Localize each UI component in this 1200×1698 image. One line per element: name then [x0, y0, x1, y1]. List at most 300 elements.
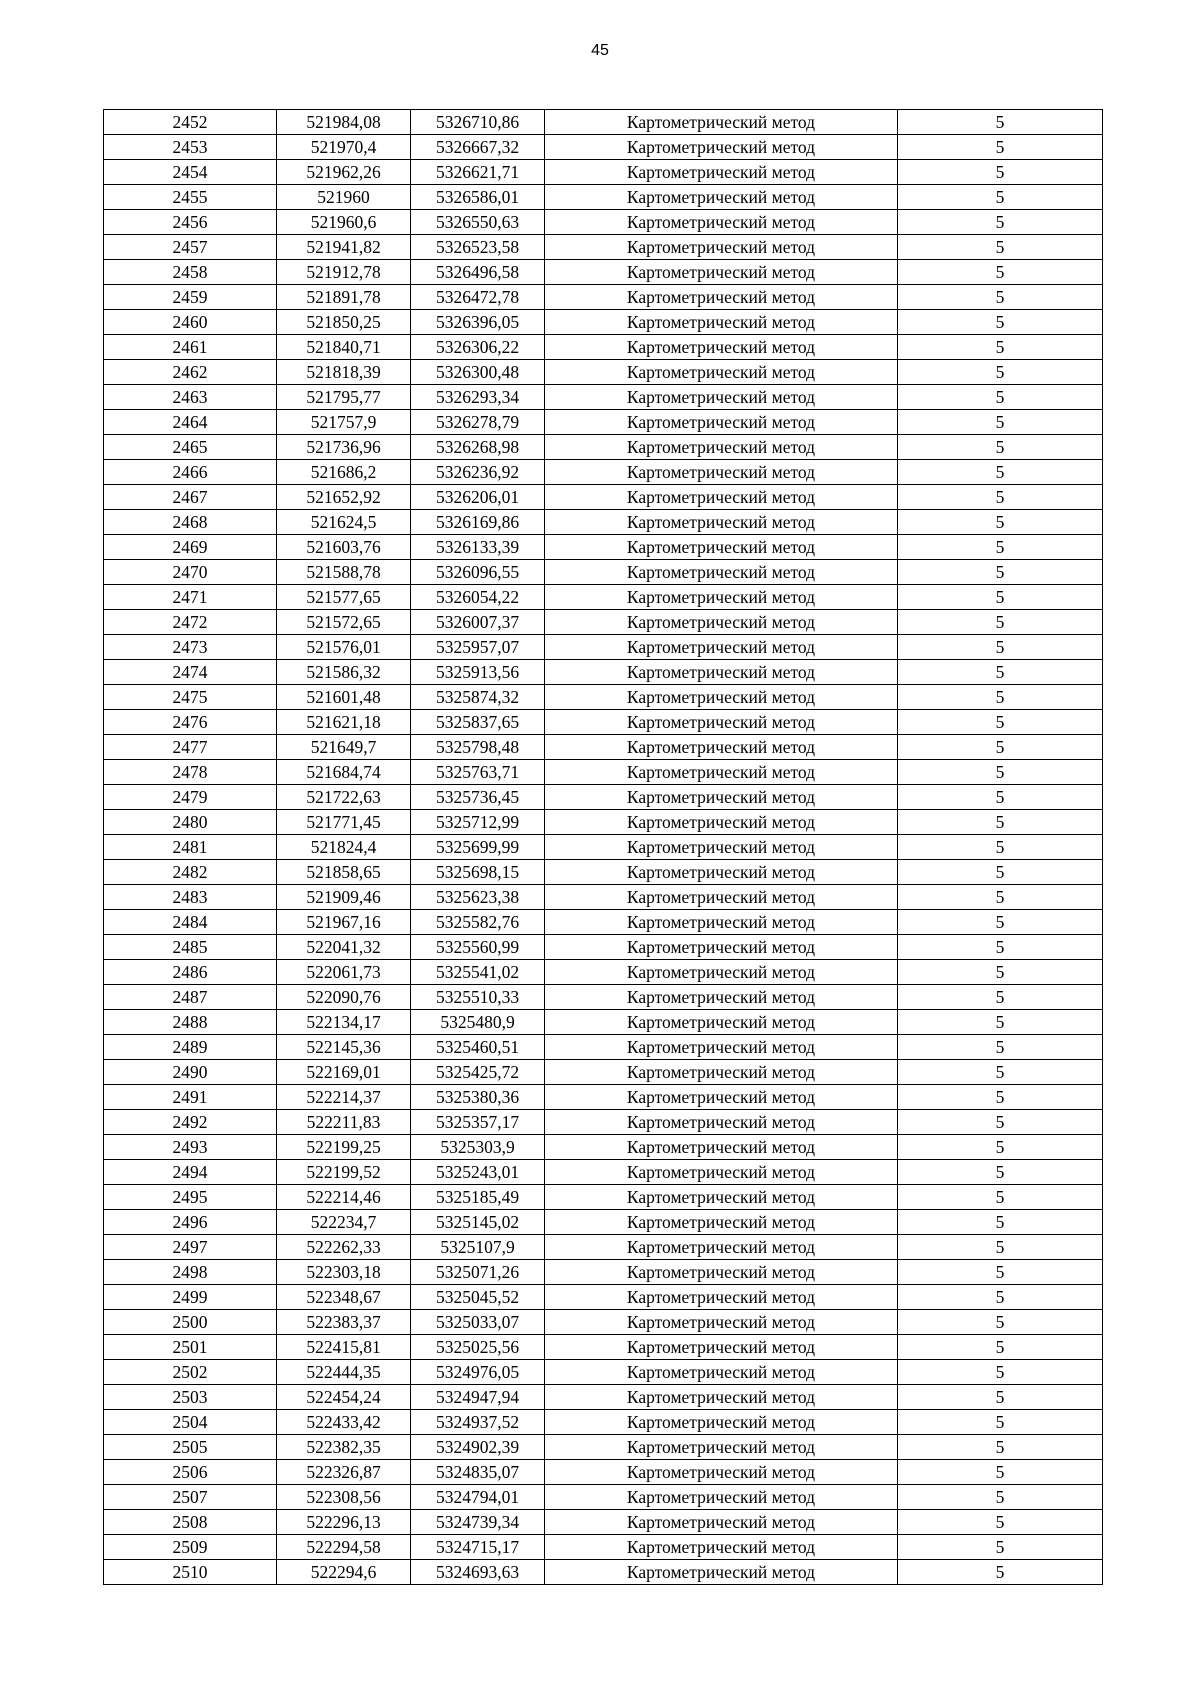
y-coordinate-cell: 5326710,86 [411, 110, 545, 135]
method-cell: Картометрический метод [545, 1135, 898, 1160]
accuracy-cell: 5 [898, 335, 1103, 360]
page-number: 45 [591, 42, 609, 59]
y-coordinate-cell: 5324947,94 [411, 1385, 545, 1410]
x-coordinate-cell: 522383,37 [277, 1310, 411, 1335]
method-cell: Картометрический метод [545, 935, 898, 960]
x-coordinate-cell: 521984,08 [277, 110, 411, 135]
point-number-cell: 2499 [104, 1285, 277, 1310]
accuracy-cell: 5 [898, 635, 1103, 660]
y-coordinate-cell: 5325874,32 [411, 685, 545, 710]
point-number-cell: 2465 [104, 435, 277, 460]
point-number-cell: 2473 [104, 635, 277, 660]
point-number-cell: 2490 [104, 1060, 277, 1085]
table-row [104, 1060, 1103, 1085]
y-coordinate-cell: 5325243,01 [411, 1160, 545, 1185]
x-coordinate-cell: 521736,96 [277, 435, 411, 460]
y-coordinate-cell: 5326472,78 [411, 285, 545, 310]
x-coordinate-cell: 521891,78 [277, 285, 411, 310]
point-number-cell: 2481 [104, 835, 277, 860]
x-coordinate-cell: 522296,13 [277, 1510, 411, 1535]
point-number-cell: 2472 [104, 610, 277, 635]
x-coordinate-cell: 521621,18 [277, 710, 411, 735]
method-cell: Картометрический метод [545, 460, 898, 485]
x-coordinate-cell: 522234,7 [277, 1210, 411, 1235]
x-coordinate-cell: 521586,32 [277, 660, 411, 685]
point-number-cell: 2457 [104, 235, 277, 260]
accuracy-cell: 5 [898, 710, 1103, 735]
table-row [104, 160, 1103, 185]
point-number-cell: 2484 [104, 910, 277, 935]
method-cell: Картометрический метод [545, 685, 898, 710]
method-cell: Картометрический метод [545, 835, 898, 860]
y-coordinate-cell: 5325957,07 [411, 635, 545, 660]
x-coordinate-cell: 522415,81 [277, 1335, 411, 1360]
table-row [104, 1535, 1103, 1560]
point-number-cell: 2461 [104, 335, 277, 360]
x-coordinate-cell: 522326,87 [277, 1460, 411, 1485]
point-number-cell: 2476 [104, 710, 277, 735]
table-row [104, 1435, 1103, 1460]
y-coordinate-cell: 5324715,17 [411, 1535, 545, 1560]
accuracy-cell: 5 [898, 1235, 1103, 1260]
method-cell: Картометрический метод [545, 485, 898, 510]
table-row [104, 1135, 1103, 1160]
method-cell: Картометрический метод [545, 735, 898, 760]
y-coordinate-cell: 5326096,55 [411, 560, 545, 585]
method-cell: Картометрический метод [545, 660, 898, 685]
method-cell: Картометрический метод [545, 1035, 898, 1060]
accuracy-cell: 5 [898, 460, 1103, 485]
point-number-cell: 2505 [104, 1435, 277, 1460]
y-coordinate-cell: 5324937,52 [411, 1410, 545, 1435]
accuracy-cell: 5 [898, 1260, 1103, 1285]
method-cell: Картометрический метод [545, 1210, 898, 1235]
y-coordinate-cell: 5325699,99 [411, 835, 545, 860]
table-row [104, 1160, 1103, 1185]
accuracy-cell: 5 [898, 935, 1103, 960]
table-row [104, 410, 1103, 435]
y-coordinate-cell: 5325510,33 [411, 985, 545, 1010]
method-cell: Картометрический метод [545, 1460, 898, 1485]
method-cell: Картометрический метод [545, 960, 898, 985]
accuracy-cell: 5 [898, 535, 1103, 560]
x-coordinate-cell: 522214,46 [277, 1185, 411, 1210]
accuracy-cell: 5 [898, 1485, 1103, 1510]
y-coordinate-cell: 5325798,48 [411, 735, 545, 760]
table-row [104, 810, 1103, 835]
point-number-cell: 2467 [104, 485, 277, 510]
accuracy-cell: 5 [898, 1010, 1103, 1035]
method-cell: Картометрический метод [545, 235, 898, 260]
y-coordinate-cell: 5325045,52 [411, 1285, 545, 1310]
accuracy-cell: 5 [898, 1335, 1103, 1360]
table-row [104, 685, 1103, 710]
x-coordinate-cell: 522303,18 [277, 1260, 411, 1285]
method-cell: Картометрический метод [545, 1060, 898, 1085]
table-row [104, 485, 1103, 510]
point-number-cell: 2464 [104, 410, 277, 435]
table-row [104, 235, 1103, 260]
y-coordinate-cell: 5324976,05 [411, 1360, 545, 1385]
point-number-cell: 2495 [104, 1185, 277, 1210]
x-coordinate-cell: 522294,58 [277, 1535, 411, 1560]
y-coordinate-cell: 5326523,58 [411, 235, 545, 260]
table-row [104, 435, 1103, 460]
table-row [104, 760, 1103, 785]
y-coordinate-cell: 5326550,63 [411, 210, 545, 235]
method-cell: Картометрический метод [545, 1235, 898, 1260]
x-coordinate-cell: 521912,78 [277, 260, 411, 285]
x-coordinate-cell: 521603,76 [277, 535, 411, 560]
accuracy-cell: 5 [898, 135, 1103, 160]
method-cell: Картометрический метод [545, 560, 898, 585]
accuracy-cell: 5 [898, 1110, 1103, 1135]
method-cell: Картометрический метод [545, 1185, 898, 1210]
x-coordinate-cell: 521818,39 [277, 360, 411, 385]
accuracy-cell: 5 [898, 385, 1103, 410]
accuracy-cell: 5 [898, 960, 1103, 985]
y-coordinate-cell: 5324693,63 [411, 1560, 545, 1585]
table-row [104, 610, 1103, 635]
point-number-cell: 2483 [104, 885, 277, 910]
point-number-cell: 2489 [104, 1035, 277, 1060]
x-coordinate-cell: 522061,73 [277, 960, 411, 985]
method-cell: Картометрический метод [545, 810, 898, 835]
point-number-cell: 2456 [104, 210, 277, 235]
point-number-cell: 2454 [104, 160, 277, 185]
accuracy-cell: 5 [898, 1285, 1103, 1310]
y-coordinate-cell: 5326621,71 [411, 160, 545, 185]
point-number-cell: 2474 [104, 660, 277, 685]
method-cell: Картометрический метод [545, 1385, 898, 1410]
point-number-cell: 2502 [104, 1360, 277, 1385]
point-number-cell: 2500 [104, 1310, 277, 1335]
point-number-cell: 2458 [104, 260, 277, 285]
accuracy-cell: 5 [898, 1535, 1103, 1560]
table-row [104, 960, 1103, 985]
y-coordinate-cell: 5325033,07 [411, 1310, 545, 1335]
table-row [104, 1010, 1103, 1035]
method-cell: Картометрический метод [545, 185, 898, 210]
x-coordinate-cell: 522041,32 [277, 935, 411, 960]
x-coordinate-cell: 521601,48 [277, 685, 411, 710]
point-number-cell: 2494 [104, 1160, 277, 1185]
table-row [104, 1035, 1103, 1060]
method-cell: Картометрический метод [545, 1335, 898, 1360]
y-coordinate-cell: 5326236,92 [411, 460, 545, 485]
method-cell: Картометрический метод [545, 210, 898, 235]
method-cell: Картометрический метод [545, 535, 898, 560]
table-row [104, 510, 1103, 535]
y-coordinate-cell: 5326206,01 [411, 485, 545, 510]
table-row [104, 460, 1103, 485]
y-coordinate-cell: 5326169,86 [411, 510, 545, 535]
method-cell: Картометрический метод [545, 1510, 898, 1535]
accuracy-cell: 5 [898, 585, 1103, 610]
method-cell: Картометрический метод [545, 1010, 898, 1035]
coordinates-table [103, 109, 1103, 1585]
x-coordinate-cell: 521686,2 [277, 460, 411, 485]
x-coordinate-cell: 522199,25 [277, 1135, 411, 1160]
table-row [104, 1460, 1103, 1485]
table-row [104, 785, 1103, 810]
x-coordinate-cell: 521824,4 [277, 835, 411, 860]
method-cell: Картометрический метод [545, 985, 898, 1010]
accuracy-cell: 5 [898, 1160, 1103, 1185]
table-row [104, 735, 1103, 760]
accuracy-cell: 5 [898, 660, 1103, 685]
y-coordinate-cell: 5326133,39 [411, 535, 545, 560]
x-coordinate-cell: 521577,65 [277, 585, 411, 610]
accuracy-cell: 5 [898, 185, 1103, 210]
accuracy-cell: 5 [898, 1560, 1103, 1585]
method-cell: Картометрический метод [545, 1435, 898, 1460]
point-number-cell: 2487 [104, 985, 277, 1010]
x-coordinate-cell: 522348,67 [277, 1285, 411, 1310]
x-coordinate-cell: 522294,6 [277, 1560, 411, 1585]
table-row [104, 860, 1103, 885]
accuracy-cell: 5 [898, 235, 1103, 260]
accuracy-cell: 5 [898, 1210, 1103, 1235]
point-number-cell: 2469 [104, 535, 277, 560]
method-cell: Картометрический метод [545, 410, 898, 435]
accuracy-cell: 5 [898, 610, 1103, 635]
point-number-cell: 2466 [104, 460, 277, 485]
table-row [104, 135, 1103, 160]
accuracy-cell: 5 [898, 860, 1103, 885]
accuracy-cell: 5 [898, 985, 1103, 1010]
y-coordinate-cell: 5325582,76 [411, 910, 545, 935]
point-number-cell: 2452 [104, 110, 277, 135]
y-coordinate-cell: 5326054,22 [411, 585, 545, 610]
accuracy-cell: 5 [898, 285, 1103, 310]
x-coordinate-cell: 522382,35 [277, 1435, 411, 1460]
table-row [104, 110, 1103, 135]
accuracy-cell: 5 [898, 160, 1103, 185]
point-number-cell: 2459 [104, 285, 277, 310]
method-cell: Картометрический метод [545, 160, 898, 185]
method-cell: Картометрический метод [545, 135, 898, 160]
x-coordinate-cell: 521962,26 [277, 160, 411, 185]
y-coordinate-cell: 5325837,65 [411, 710, 545, 735]
method-cell: Картометрический метод [545, 885, 898, 910]
table-row [104, 1285, 1103, 1310]
point-number-cell: 2491 [104, 1085, 277, 1110]
method-cell: Картометрический метод [545, 610, 898, 635]
point-number-cell: 2507 [104, 1485, 277, 1510]
method-cell: Картометрический метод [545, 1085, 898, 1110]
x-coordinate-cell: 521960 [277, 185, 411, 210]
point-number-cell: 2455 [104, 185, 277, 210]
accuracy-cell: 5 [898, 1135, 1103, 1160]
method-cell: Картометрический метод [545, 435, 898, 460]
y-coordinate-cell: 5326667,32 [411, 135, 545, 160]
accuracy-cell: 5 [898, 760, 1103, 785]
point-number-cell: 2468 [104, 510, 277, 535]
point-number-cell: 2463 [104, 385, 277, 410]
x-coordinate-cell: 521572,65 [277, 610, 411, 635]
accuracy-cell: 5 [898, 835, 1103, 860]
table-row [104, 885, 1103, 910]
point-number-cell: 2477 [104, 735, 277, 760]
y-coordinate-cell: 5325480,9 [411, 1010, 545, 1035]
table-row [104, 835, 1103, 860]
method-cell: Картометрический метод [545, 1410, 898, 1435]
method-cell: Картометрический метод [545, 635, 898, 660]
accuracy-cell: 5 [898, 910, 1103, 935]
point-number-cell: 2504 [104, 1410, 277, 1435]
y-coordinate-cell: 5325071,26 [411, 1260, 545, 1285]
point-number-cell: 2475 [104, 685, 277, 710]
method-cell: Картометрический метод [545, 710, 898, 735]
x-coordinate-cell: 521858,65 [277, 860, 411, 885]
table-row [104, 1335, 1103, 1360]
table-row [104, 385, 1103, 410]
accuracy-cell: 5 [898, 1185, 1103, 1210]
table-row [104, 660, 1103, 685]
coordinates-table-body [104, 110, 1103, 1585]
method-cell: Картометрический метод [545, 910, 898, 935]
table-row [104, 185, 1103, 210]
x-coordinate-cell: 522214,37 [277, 1085, 411, 1110]
y-coordinate-cell: 5326278,79 [411, 410, 545, 435]
point-number-cell: 2488 [104, 1010, 277, 1035]
x-coordinate-cell: 522211,83 [277, 1110, 411, 1135]
x-coordinate-cell: 522199,52 [277, 1160, 411, 1185]
table-row [104, 1485, 1103, 1510]
accuracy-cell: 5 [898, 310, 1103, 335]
point-number-cell: 2492 [104, 1110, 277, 1135]
table-row [104, 1360, 1103, 1385]
x-coordinate-cell: 521684,74 [277, 760, 411, 785]
x-coordinate-cell: 521722,63 [277, 785, 411, 810]
point-number-cell: 2479 [104, 785, 277, 810]
table-row [104, 1510, 1103, 1535]
y-coordinate-cell: 5325145,02 [411, 1210, 545, 1235]
point-number-cell: 2470 [104, 560, 277, 585]
point-number-cell: 2478 [104, 760, 277, 785]
x-coordinate-cell: 521795,77 [277, 385, 411, 410]
table-row [104, 710, 1103, 735]
point-number-cell: 2496 [104, 1210, 277, 1235]
table-row [104, 635, 1103, 660]
point-number-cell: 2509 [104, 1535, 277, 1560]
table-row [104, 1185, 1103, 1210]
point-number-cell: 2493 [104, 1135, 277, 1160]
accuracy-cell: 5 [898, 1035, 1103, 1060]
method-cell: Картометрический метод [545, 1485, 898, 1510]
method-cell: Картометрический метод [545, 1360, 898, 1385]
method-cell: Картометрический метод [545, 1110, 898, 1135]
table-row [104, 260, 1103, 285]
point-number-cell: 2462 [104, 360, 277, 385]
y-coordinate-cell: 5324739,34 [411, 1510, 545, 1535]
y-coordinate-cell: 5326496,58 [411, 260, 545, 285]
method-cell: Картометрический метод [545, 1560, 898, 1585]
y-coordinate-cell: 5325698,15 [411, 860, 545, 885]
accuracy-cell: 5 [898, 1060, 1103, 1085]
accuracy-cell: 5 [898, 1435, 1103, 1460]
accuracy-cell: 5 [898, 485, 1103, 510]
y-coordinate-cell: 5324835,07 [411, 1460, 545, 1485]
table-row [104, 535, 1103, 560]
x-coordinate-cell: 521588,78 [277, 560, 411, 585]
x-coordinate-cell: 521840,71 [277, 335, 411, 360]
accuracy-cell: 5 [898, 685, 1103, 710]
point-number-cell: 2497 [104, 1235, 277, 1260]
y-coordinate-cell: 5325712,99 [411, 810, 545, 835]
table-row [104, 310, 1103, 335]
x-coordinate-cell: 522444,35 [277, 1360, 411, 1385]
method-cell: Картометрический метод [545, 110, 898, 135]
x-coordinate-cell: 521970,4 [277, 135, 411, 160]
method-cell: Картометрический метод [545, 860, 898, 885]
y-coordinate-cell: 5325380,36 [411, 1085, 545, 1110]
y-coordinate-cell: 5325541,02 [411, 960, 545, 985]
method-cell: Картометрический метод [545, 510, 898, 535]
table-row [104, 985, 1103, 1010]
x-coordinate-cell: 521624,5 [277, 510, 411, 535]
table-row [104, 1210, 1103, 1235]
accuracy-cell: 5 [898, 510, 1103, 535]
method-cell: Картометрический метод [545, 285, 898, 310]
point-number-cell: 2460 [104, 310, 277, 335]
y-coordinate-cell: 5326396,05 [411, 310, 545, 335]
table-row [104, 1235, 1103, 1260]
x-coordinate-cell: 521652,92 [277, 485, 411, 510]
table-row [104, 285, 1103, 310]
point-number-cell: 2498 [104, 1260, 277, 1285]
accuracy-cell: 5 [898, 1510, 1103, 1535]
x-coordinate-cell: 521850,25 [277, 310, 411, 335]
accuracy-cell: 5 [898, 560, 1103, 585]
point-number-cell: 2503 [104, 1385, 277, 1410]
method-cell: Картометрический метод [545, 585, 898, 610]
accuracy-cell: 5 [898, 435, 1103, 460]
y-coordinate-cell: 5325107,9 [411, 1235, 545, 1260]
table-row [104, 1310, 1103, 1335]
point-number-cell: 2485 [104, 935, 277, 960]
y-coordinate-cell: 5326586,01 [411, 185, 545, 210]
point-number-cell: 2453 [104, 135, 277, 160]
y-coordinate-cell: 5326306,22 [411, 335, 545, 360]
table-row [104, 360, 1103, 385]
table-row [104, 210, 1103, 235]
x-coordinate-cell: 522169,01 [277, 1060, 411, 1085]
x-coordinate-cell: 522433,42 [277, 1410, 411, 1435]
y-coordinate-cell: 5326300,48 [411, 360, 545, 385]
y-coordinate-cell: 5324794,01 [411, 1485, 545, 1510]
point-number-cell: 2510 [104, 1560, 277, 1585]
method-cell: Картометрический метод [545, 360, 898, 385]
y-coordinate-cell: 5325736,45 [411, 785, 545, 810]
point-number-cell: 2482 [104, 860, 277, 885]
accuracy-cell: 5 [898, 785, 1103, 810]
table-row [104, 585, 1103, 610]
x-coordinate-cell: 521771,45 [277, 810, 411, 835]
table-row [104, 935, 1103, 960]
table-row [104, 910, 1103, 935]
x-coordinate-cell: 521576,01 [277, 635, 411, 660]
method-cell: Картометрический метод [545, 1285, 898, 1310]
table-row [104, 1560, 1103, 1585]
method-cell: Картометрический метод [545, 385, 898, 410]
table-row [104, 1410, 1103, 1435]
x-coordinate-cell: 521649,7 [277, 735, 411, 760]
method-cell: Картометрический метод [545, 1310, 898, 1335]
accuracy-cell: 5 [898, 360, 1103, 385]
x-coordinate-cell: 522145,36 [277, 1035, 411, 1060]
